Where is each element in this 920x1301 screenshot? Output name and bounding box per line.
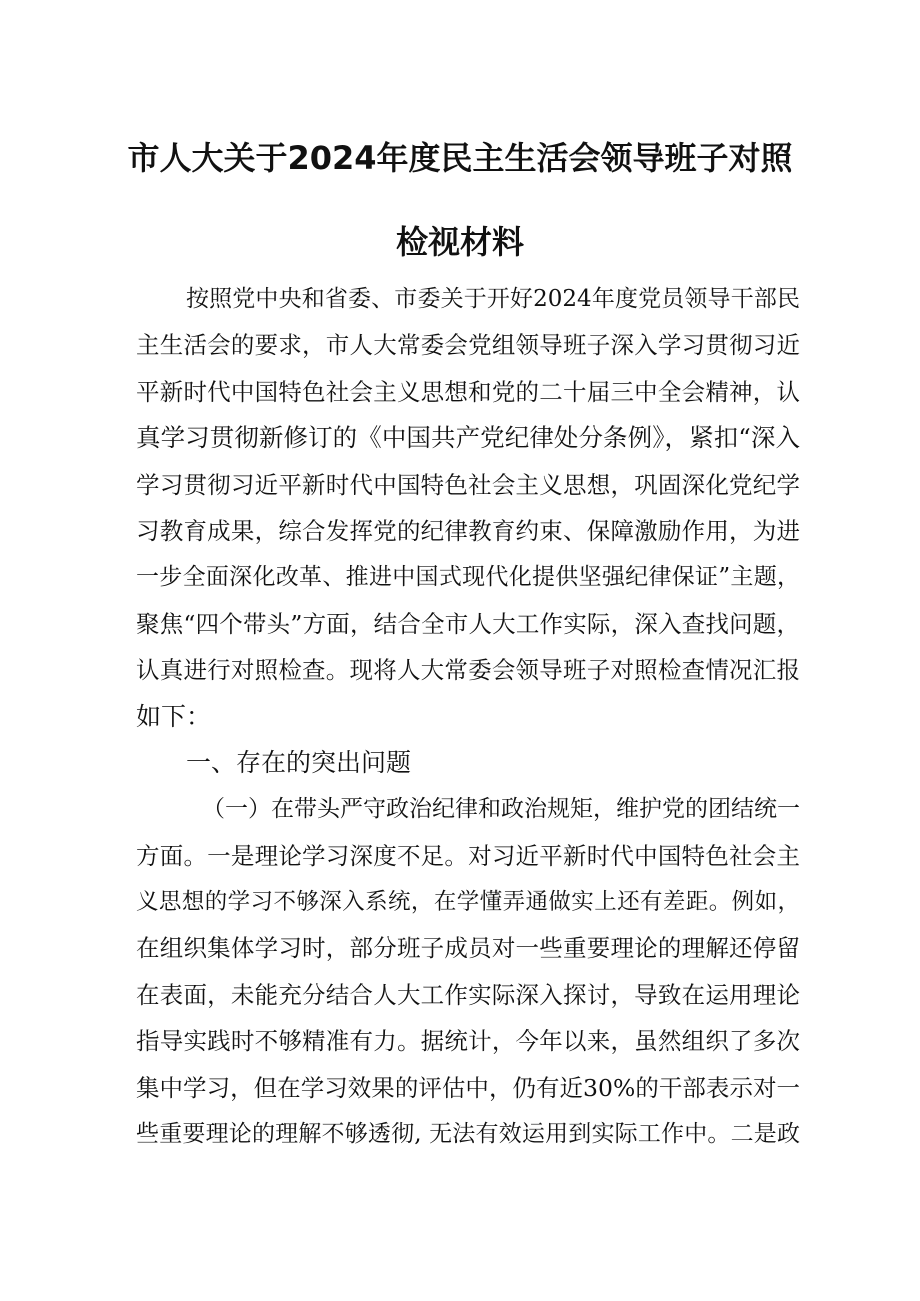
body-line: 学习贯彻习近平新时代中国特色社会主义思想，巩固深化党纪学 <box>136 470 800 499</box>
body-line: 指导实践时不够精准有力。据统计，今年以来，虽然组织了多次 <box>136 1027 800 1056</box>
body-line: 一步全面深化改革、推进中国式现代化提供坚强纪律保证”主题， <box>136 564 800 591</box>
body-line: 义思想的学习不够深入系统，在学懂弄通做实上还有差距。例如， <box>136 889 800 916</box>
body-line: 在表面，未能充分结合人大工作实际深入探讨，导致在运用理论 <box>136 980 800 1009</box>
body-line: 些重要理论的理解不够透彻, 无法有效运用到实际工作中。二是政 <box>136 1121 800 1148</box>
body-line: 主生活会的要求，市人大常委会党组领导班子深入学习贯彻习近 <box>136 331 800 360</box>
body-line: 平新时代中国特色社会主义思想和党的二十届三中全会精神，认 <box>136 377 800 406</box>
body-line: 方面。一是理论学习深度不足。对习近平新时代中国特色社会主 <box>136 841 800 870</box>
subsection-heading: （一）在带头严守政治纪律和政治规矩，维护党的团结统一 <box>202 796 800 823</box>
document-title-line-1: 市人大关于2024年度民主生活会领导班子对照 <box>127 139 793 177</box>
document-body <box>136 276 800 1157</box>
body-line: 习教育成果，综合发挥党的纪律教育约束、保障激励作用，为进 <box>136 516 800 545</box>
body-line: 真学习贯彻新修订的《中国共产党纪律处分条例》，紧扣“深入 <box>136 423 800 453</box>
section-heading: 一、存在的突出问题 <box>186 747 412 777</box>
body-line: 如下： <box>136 701 212 731</box>
body-line: 集中学习，但在学习效果的评估中，仍有近30%的干部表示对一 <box>136 1073 800 1102</box>
body-line: 认真进行对照检查。现将人大常委会领导班子对照检查情况汇报 <box>136 656 800 685</box>
body-line: 按照党中央和省委、市委关于开好2024年度党员领导干部民 <box>186 286 800 312</box>
document-title-line-2: 检视材料 <box>395 223 524 261</box>
body-line: 在组织集体学习时，部分班子成员对一些重要理论的理解还停留 <box>136 934 800 963</box>
body-line: 聚焦“四个带头”方面，结合全市人大工作实际，深入查找问题， <box>136 609 800 638</box>
